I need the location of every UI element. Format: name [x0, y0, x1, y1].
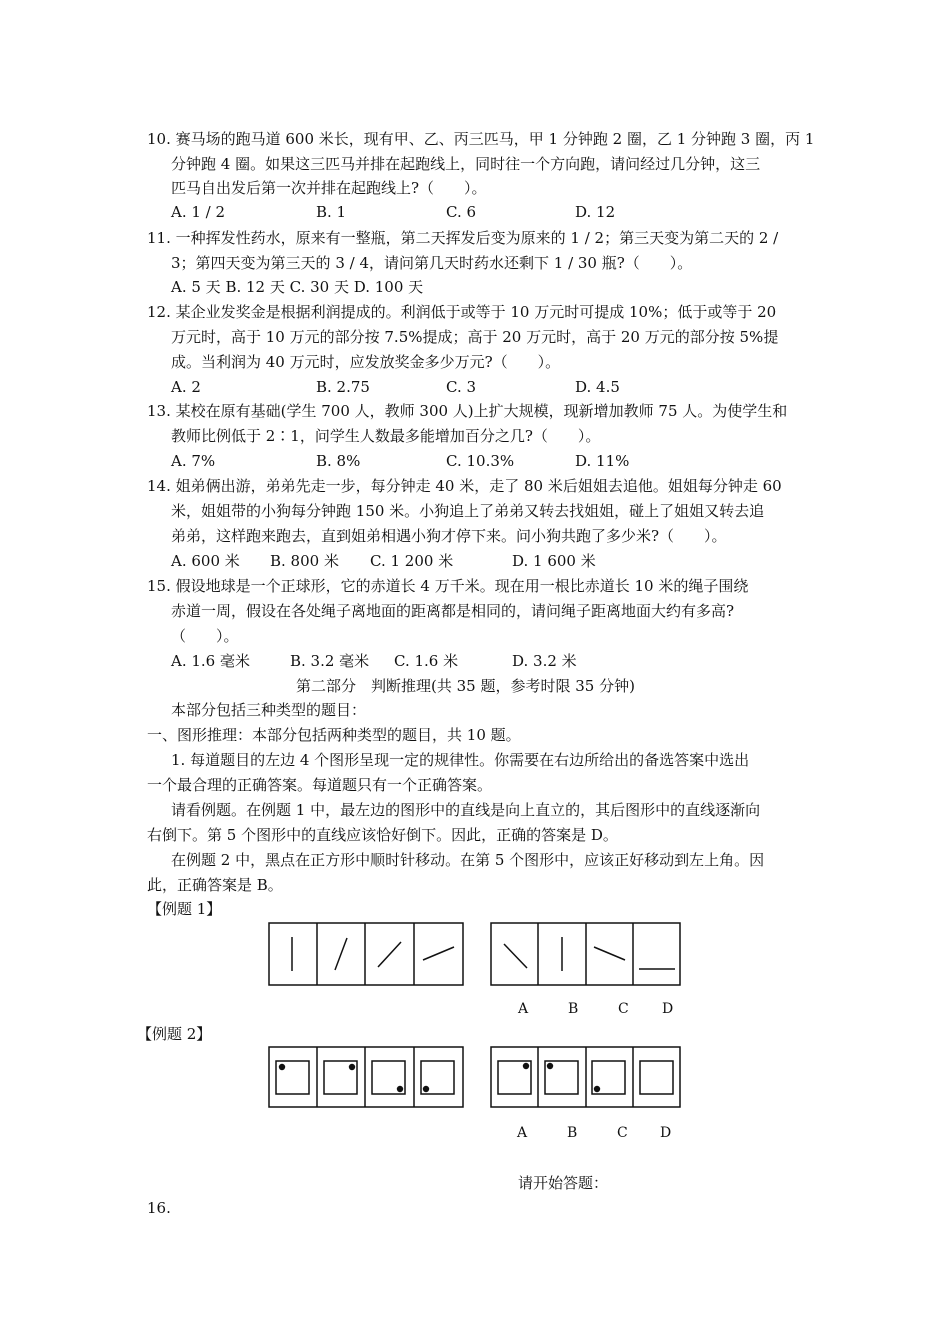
question-15-option-a: A. 1.6 毫米 — [171, 652, 250, 670]
example-1-answer-figures — [490, 922, 681, 986]
part2-intro: 本部分包括三种类型的题目： — [171, 701, 367, 719]
question-10-line-2: 分钟跑 4 圈。如果这三匹马并排在起跑线上，同时往一个方向跑，请问经过几分钟，这三 — [171, 155, 761, 173]
question-14-line-3: 弟弟，这样跑来跑去，直到姐弟相遇小狗才停下来。问小狗共跑了多少米?（ ）。 — [171, 527, 727, 545]
question-16-number: 16. — [147, 1199, 171, 1217]
question-12-option-d: D. 4.5 — [575, 378, 620, 396]
example-1-fig-4-line — [423, 947, 454, 960]
question-14-option-a: A. 600 米 — [171, 552, 240, 570]
part2-para2-line-2: 右倒下。第 5 个图形中的直线应该恰好倒下。因此，正确的答案是 D。 — [147, 826, 618, 844]
example-2-fig-3-dot — [397, 1086, 403, 1092]
question-12-option-c: C. 3 — [446, 378, 477, 396]
example-2-question-figures — [268, 1046, 464, 1108]
question-15-line-3: （ ）。 — [171, 627, 239, 645]
example-1-label: 【例题 1】 — [147, 900, 222, 918]
part2-para3-line-2: 此，正确答案是 B。 — [147, 876, 283, 894]
question-13-line-1: 13. 某校在原有基础(学生 700 人，教师 300 人)上扩大规模，现新增加教师 75 人。为使学生和 — [147, 402, 788, 420]
question-14-option-b: B. 800 米 — [270, 552, 339, 570]
example-1-question-frame — [269, 923, 463, 985]
part2-title: 第二部分 判断推理(共 35 题，参考时限 35 分钟) — [296, 677, 635, 695]
example-2-fig-1-dot — [279, 1064, 285, 1070]
question-15-line-2: 赤道一周，假设在各处绳子离地面的距离都是相同的，请问绳子距离地面大约有多高? — [171, 602, 735, 620]
example-2-answer-a-dot — [523, 1063, 529, 1069]
question-13-option-c: C. 10.3% — [446, 452, 515, 470]
example-2-fig-4-dot — [423, 1086, 429, 1092]
question-14-option-c: C. 1 200 米 — [370, 552, 454, 570]
question-14-option-d: D. 1 600 米 — [512, 552, 596, 570]
part2-para2-line-1: 请看例题。在例题 1 中，最左边的图形中的直线是向上直立的，其后图形中的直线逐渐向 — [171, 801, 761, 819]
question-15-option-b: B. 3.2 毫米 — [290, 652, 370, 670]
question-13-option-a: A. 7% — [171, 452, 216, 470]
question-10-option-c: C. 6 — [446, 203, 477, 221]
example-2-label: 【例题 2】 — [137, 1025, 212, 1043]
example-2-answer-label-b: B — [567, 1125, 578, 1141]
example-2-answer-label-a: A — [517, 1125, 528, 1141]
example-1-answer-label-b: B — [568, 1001, 579, 1017]
example-2-answer-d-square — [640, 1061, 673, 1094]
question-12-option-a: A. 2 — [171, 378, 201, 396]
question-13-option-d: D. 11% — [575, 452, 630, 470]
example-2-answer-b-dot — [547, 1063, 553, 1069]
question-12-line-1: 12. 某企业发奖金是根据利润提成的。利润低于或等于 10 万元时可提成 10%；低于或等于 20 — [147, 303, 777, 321]
example-2-answer-label-d: D — [660, 1125, 672, 1141]
part2-section-1: 一、图形推理：本部分包括两种类型的题目，共 10 题。 — [147, 726, 521, 744]
question-12-option-b: B. 2.75 — [316, 378, 370, 396]
question-12-line-3: 成。当利润为 40 万元时，应发放奖金多少万元?（ ）。 — [171, 353, 561, 371]
question-10-option-b: B. 1 — [316, 203, 347, 221]
example-1-fig-2-line — [335, 938, 347, 970]
question-10-line-3: 匹马自出发后第一次并排在起跑线上?（ ）。 — [171, 179, 487, 197]
example-1-fig-3-line — [378, 942, 401, 967]
question-11-line-1: 11. 一种挥发性药水，原来有一整瓶，第二天挥发后变为原来的 1 / 2；第三天变为第二天的 2 / — [147, 229, 779, 247]
question-15-line-1: 15. 假设地球是一个正球形，它的赤道长 4 万千米。现在用一根比赤道长 10 米的绳子围绕 — [147, 577, 749, 595]
question-15-option-d: D. 3.2 米 — [512, 652, 577, 670]
example-2-answer-c-dot — [594, 1086, 600, 1092]
example-1-answer-a-line — [504, 944, 527, 968]
part2-para3-line-1: 在例题 2 中，黑点在正方形中顺时针移动。在第 5 个图形中，应该正好移动到左上角。因 — [171, 851, 765, 869]
question-11-line-2: 3；第四天变为第三天的 3 / 4，请问第几天时药水还剩下 1 / 30 瓶?（ ）。 — [171, 254, 693, 272]
question-12-line-2: 万元时，高于 10 万元的部分按 7.5%提成；高于 20 万元时，高于 20 万元的部分按 5%提 — [171, 328, 779, 346]
question-10-option-d: D. 12 — [575, 203, 616, 221]
example-2-fig-2-dot — [349, 1064, 355, 1070]
question-13-line-2: 教师比例低于 2∶1，问学生人数最多能增加百分之几?（ ）。 — [171, 427, 601, 445]
example-1-answer-label-c: C — [618, 1001, 629, 1017]
part2-para1-line-1: 1. 每道题目的左边 4 个图形呈现一定的规律性。你需要在右边所给出的备选答案中选出 — [171, 751, 750, 769]
question-14-line-2: 米，姐姐带的小狗每分钟跑 150 米。小狗追上了弟弟又转去找姐姐，碰上了姐姐又转去追 — [171, 502, 765, 520]
question-10-line-1: 10. 赛马场的跑马道 600 米长，现有甲、乙、丙三匹马，甲 1 分钟跑 2 圈，乙 1 分钟跑 3 圈，丙 1 — [147, 130, 815, 148]
question-14-line-1: 14. 姐弟俩出游，弟弟先走一步，每分钟走 40 米，走了 80 米后姐姐去追他。姐姐每分钟走 60 — [147, 477, 782, 495]
question-11-options: A. 5 天 B. 12 天 C. 30 天 D. 100 天 — [171, 278, 424, 296]
example-2-answer-label-c: C — [617, 1125, 628, 1141]
example-2-question-frame — [269, 1047, 463, 1107]
question-10-option-a: A. 1 / 2 — [171, 203, 226, 221]
part2-para1-line-2: 一个最合理的正确答案。每道题只有一个正确答案。 — [147, 776, 493, 794]
example-1-answer-label-a: A — [518, 1001, 529, 1017]
question-13-option-b: B. 8% — [316, 452, 361, 470]
example-2-answer-figures — [490, 1046, 681, 1108]
example-1-answer-label-d: D — [662, 1001, 674, 1017]
start-answering-text: 请开始答题： — [518, 1174, 609, 1192]
question-15-option-c: C. 1.6 米 — [394, 652, 459, 670]
example-1-answer-c-line — [594, 947, 625, 960]
example-1-question-figures — [268, 922, 464, 986]
